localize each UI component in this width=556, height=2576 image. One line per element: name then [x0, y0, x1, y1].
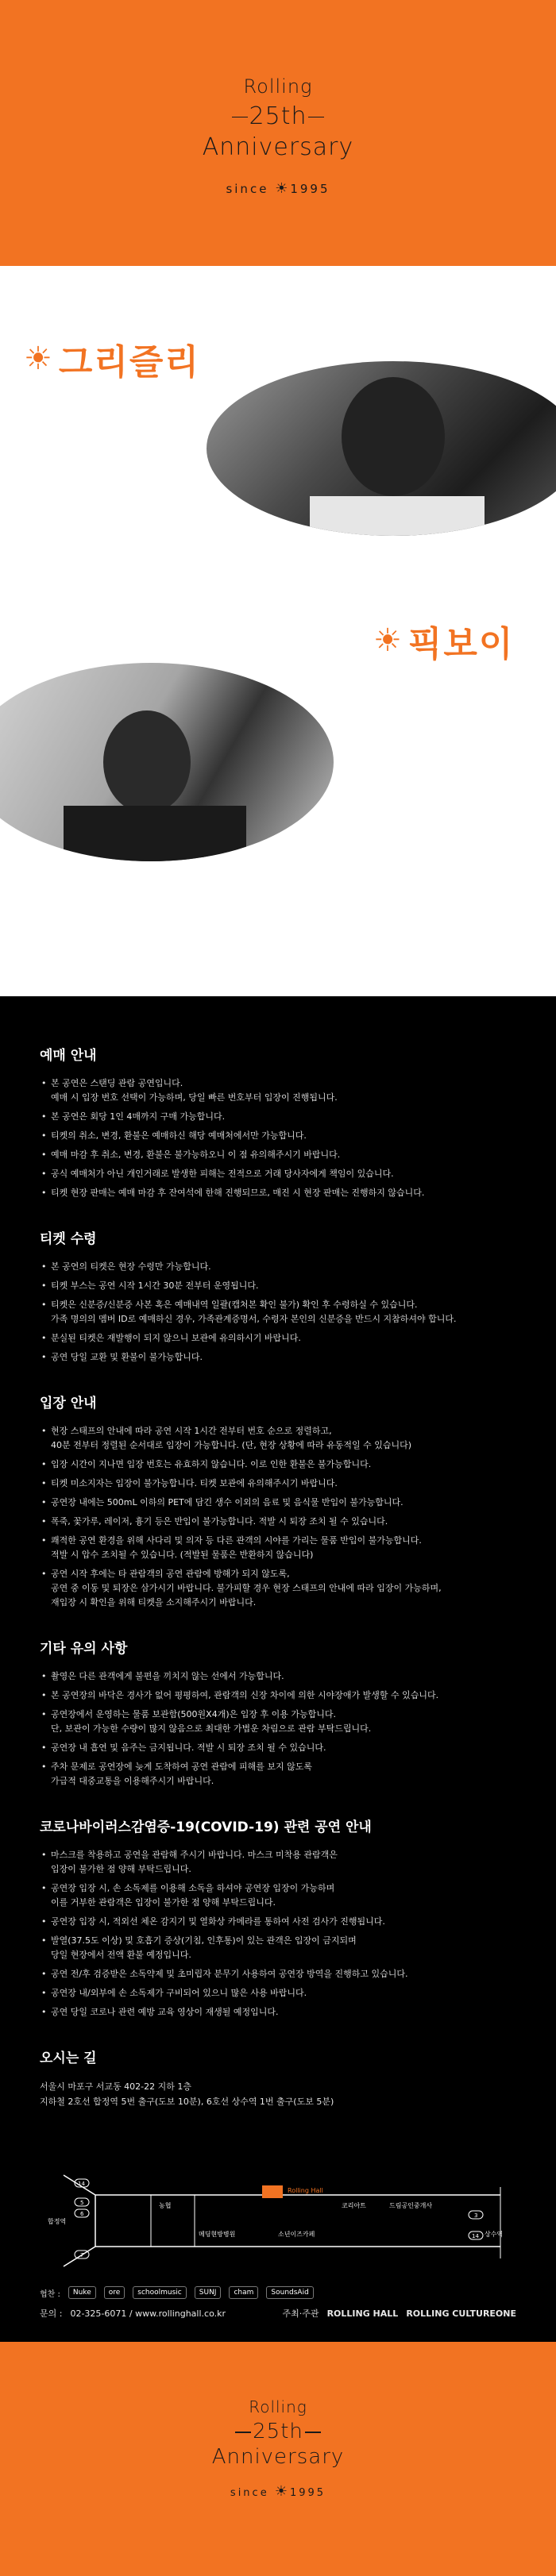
- footer-info: [40, 2282, 516, 2324]
- list-item: • 공연장 내 흡연 및 음주는 금지됩니다. 적발 시 퇴장 조치 될 수 있습니다.: [40, 1741, 516, 1755]
- list-item: • 쾌적한 공연 환경을 위해 사다리 및 의자 등 다른 관객의 시야를 가리는 물품 반입이 불가능합니다. 적발 시 압수 조치될 수 있습니다. (적발된 물품은 반환하지 않습니다): [40, 1534, 516, 1562]
- rolling-hall-marker: [262, 2185, 283, 2198]
- address: 서울시 마포구 서교동 402-22 지하 1층: [40, 2081, 191, 2092]
- map-label-school: 소년이즈카페: [278, 2231, 315, 2238]
- list-item: • 예매 마감 후 취소, 변경, 환불은 불가능하오니 이 점 유의해주시기 바랍니다.: [40, 1148, 516, 1162]
- list-item: • 주차 문제로 공연장에 늦게 도착하여 공연 관람에 피해를 보지 않도록 가급적 대중교통을 이용해주시기 바랍니다.: [40, 1760, 516, 1789]
- sponsor-logo: cham: [229, 2286, 258, 2299]
- rolling-logo: [0, 75, 556, 197]
- list-item: • 분실된 티켓은 재발행이 되지 않으니 보관에 유의하시기 바랍니다.: [40, 1331, 516, 1346]
- list-item: • 본 공연은 스탠딩 관람 공연입니다. 예매 시 입장 번호 선택이 가능하며, 당일 빠른 번호부터 입장이 진행됩니다.: [40, 1076, 516, 1105]
- member-photo-grizzly: [207, 361, 556, 536]
- list-item: • 폭죽, 꽃가루, 레이저, 흉기 등은 반입이 불가능합니다. 적발 시 퇴장 조치 될 수 있습니다.: [40, 1515, 516, 1529]
- section-title: 오시는 길: [40, 2050, 97, 2066]
- list-item: • 현장 스태프의 안내에 따라 공연 시작 1시간 전부터 번호 순으로 정렬하고, 40분 전부터 정렬된 순서대로 입장이 가능합니다. (단, 현장 상황에 따라 유동적일 수 있습니다): [40, 1424, 516, 1453]
- svg-text:3: 3: [474, 2212, 478, 2219]
- map-svg: [40, 2171, 516, 2274]
- since-line: since ☀1995: [230, 2483, 326, 2500]
- list-item: • 마스크를 착용하고 공연을 관람해 주시기 바랍니다. 마스크 미착용 관람객은 입장이 불가한 점 양해 부탁드립니다.: [40, 1848, 516, 1877]
- ticket-pickup: [40, 1227, 516, 1365]
- list-item: • 입장 시간이 지나면 입장 번호는 유효하지 않습니다. 이로 인한 환불은 불가능합니다.: [40, 1457, 516, 1472]
- list-item: • 티켓 미소지자는 입장이 불가능합니다. 티켓 보관에 유의해주시기 바랍니다.: [40, 1477, 516, 1491]
- map-label-koreana: 코리아트: [342, 2202, 366, 2209]
- map-label-nonghyup: 농협: [159, 2202, 172, 2209]
- list-item: • 공연장 입장 시, 손 소독제를 이용해 소독을 하셔야 공연장 입장이 가능하며 이를 거부한 관람객은 입장이 불가한 점 양해 부탁드립니다.: [40, 1881, 516, 1910]
- section-title: 기타 유의 사항: [40, 1641, 128, 1657]
- photo-head: [342, 377, 445, 496]
- photo-shirt: [64, 806, 246, 861]
- list-item: • 공연장 내/외부에 손 소독제가 구비되어 있으니 많은 사용 바랍니다.: [40, 1986, 516, 2000]
- logo-line-rolling: Rolling: [243, 75, 313, 98]
- logo-line-rolling: Rolling: [249, 2397, 307, 2416]
- list-item: • 공식 예매처가 아닌 개인거래로 발생한 피해는 전적으로 거래 당사자에게 책임이 있습니다.: [40, 1167, 516, 1181]
- map-road: [151, 2195, 195, 2247]
- sun-icon: ☀: [373, 622, 403, 659]
- subway-directions: 지하철 2호선 합정역 5번 출구(도보 10분), 6호선 상수역 1번 출구(도보 5분): [40, 2097, 334, 2107]
- sun-icon: ☀: [24, 341, 54, 377]
- section-title: 예매 안내: [40, 1048, 97, 1064]
- sponsor-logo: SoundsAid: [266, 2286, 313, 2299]
- section-title: 티켓 수령: [40, 1231, 97, 1247]
- logo-line-25th: 25th: [0, 2420, 556, 2443]
- rolling-logo: [0, 2397, 556, 2500]
- info-section: [0, 996, 556, 2342]
- list-item: • 촬영은 다른 관객에게 불편을 끼치지 않는 선에서 가능합니다.: [40, 1669, 516, 1684]
- entry-guide: [40, 1392, 516, 1610]
- map-label-hospital: 메딩현방병원: [199, 2231, 236, 2238]
- list-item: • 본 공연의 티켓은 현장 수령만 가능합니다.: [40, 1260, 516, 1274]
- svg-text:5: 5: [80, 2200, 84, 2206]
- list-item: • 공연장 내에는 500mL 이하의 PET에 담긴 생수 이외의 음료 및 음식물 반입이 불가능합니다.: [40, 1496, 516, 1510]
- other-cautions: [40, 1637, 516, 1789]
- member-name-grizzly: ☀ 그리즐리: [24, 341, 200, 383]
- sun-icon: ☀: [274, 2483, 290, 2500]
- svg-text:14: 14: [78, 2181, 85, 2187]
- sponsor-logo: ore: [104, 2286, 125, 2299]
- section-title: 코로나바이러스감염증-19(COVID-19) 관련 공연 안내: [40, 1819, 372, 1835]
- member-photo-pickboy: [0, 663, 334, 861]
- list-item: • 공연 시작 후에는 타 관람객의 공연 관람에 방해가 되지 않도록, 공연 중 이동 및 퇴장은 삼가시기 바랍니다. 불가피할 경우 현장 스태프의 안내에 따라 입장이 가능하며, 재입장 시 확인을 위해 티켓을 소지해주시기 바랍니다.: [40, 1567, 516, 1610]
- rolling-hall-label: Rolling Hall: [288, 2187, 323, 2194]
- list-item: • 공연 전/후 검증받은 소독약제 및 초미립자 분무기 사용하여 공연장 방역을 진행하고 있습니다.: [40, 1967, 516, 1981]
- list-item: • 본 공연은 회당 1인 4매까지 구매 가능합니다.: [40, 1110, 516, 1124]
- list-item: • 본 공연장의 바닥은 경사가 없어 평평하여, 관람객의 신장 차이에 의한 시야장애가 발생할 수 있습니다.: [40, 1688, 516, 1703]
- list-item: • 공연 당일 코로나 관련 예방 교육 영상이 재생될 예정입니다.: [40, 2005, 516, 2020]
- directions: [40, 2047, 516, 2109]
- since-line: since ☀1995: [226, 180, 330, 197]
- sponsor-logo: Nuke: [68, 2286, 96, 2299]
- list-item: • 공연장 입장 시, 적외선 체온 감지기 및 열화상 카메라를 통하여 사전 검사가 진행됩니다.: [40, 1915, 516, 1929]
- list-item: • 티켓은 신분증/신분증 사본 혹은 예매내역 일괄(캡처본 확인 불가) 확인 후 수령하실 수 있습니다. 가족 명의의 멤버 ID로 예매하신 경우, 가족관계증명서, 수령자 본인의 신분증을 반드시 지참하셔야 합니다.: [40, 1298, 516, 1327]
- organizer-logo: ROLLING HALL: [326, 2308, 399, 2319]
- photo-head: [103, 710, 191, 814]
- map-road: [64, 2247, 500, 2266]
- map-label-library: 드림공인중개사: [389, 2202, 433, 2209]
- contact-info[interactable]: 02-325-6071 / www.rollinghall.co.kr: [70, 2308, 226, 2319]
- list-item: • 발열(37.5도 이상) 및 호흡기 증상(기침, 인후통)이 있는 관객은 입장이 금지되며 당일 현장에서 전액 환불 예정입니다.: [40, 1934, 516, 1962]
- sponsor-logo: schoolmusic: [133, 2286, 186, 2299]
- member-name-pickboy: ☀ 픽보이: [373, 622, 515, 664]
- ticket-guide: [40, 1044, 516, 1200]
- sun-icon: ☀: [275, 180, 291, 197]
- list-item: • 티켓 현장 판매는 예매 마감 후 잔여석에 한해 진행되므로, 매진 시 현장 판매는 진행하지 않습니다.: [40, 1186, 516, 1200]
- member-feature: [0, 266, 556, 996]
- covid-guide: [40, 1816, 516, 2020]
- svg-text:14: 14: [472, 2233, 479, 2239]
- top-banner: [0, 0, 556, 266]
- map-label-sangsu: 상수역: [485, 2231, 504, 2238]
- svg-text:6: 6: [80, 2211, 84, 2217]
- sponsor-row: 협찬 : Nuke ore schoolmusic SUNJ cham SoundsAid: [40, 2282, 516, 2303]
- list-item: • 공연장에서 운영하는 물품 보관함(500원X4개)은 입장 후 이용 가능합니다. 단, 보관이 가능한 수량이 많지 않음으로 최대한 가볍운 차림으로 관람 부탁드립니다.: [40, 1708, 516, 1736]
- organizer-logo: ROLLING CULTUREONE: [406, 2308, 516, 2319]
- list-item: • 티켓의 취소, 변경, 환불은 예매하신 해당 예매처에서만 가능합니다.: [40, 1129, 516, 1143]
- sponsor-logo: SUNJ: [195, 2286, 222, 2299]
- logo-line-anniversary: Anniversary: [211, 2445, 345, 2469]
- section-title: 입장 안내: [40, 1396, 97, 1411]
- photo-shirt: [310, 496, 485, 536]
- svg-text:7: 7: [80, 2252, 84, 2258]
- logo-line-25th: 25th: [0, 102, 556, 130]
- bottom-banner: [0, 2342, 556, 2576]
- contact-row: 문의 : 02-325-6071 / www.rollinghall.co.kr 주최·주관 ROLLING HALL ROLLING CULTUREONE: [40, 2308, 516, 2319]
- list-item: • 공연 당일 교환 및 환불이 불가능합니다.: [40, 1350, 516, 1365]
- list-item: • 티켓 부스는 공연 시작 1시간 30분 전부터 운영됩니다.: [40, 1279, 516, 1293]
- logo-line-anniversary: Anniversary: [202, 133, 354, 161]
- map-label-hapjeong: 합정역: [48, 2218, 67, 2225]
